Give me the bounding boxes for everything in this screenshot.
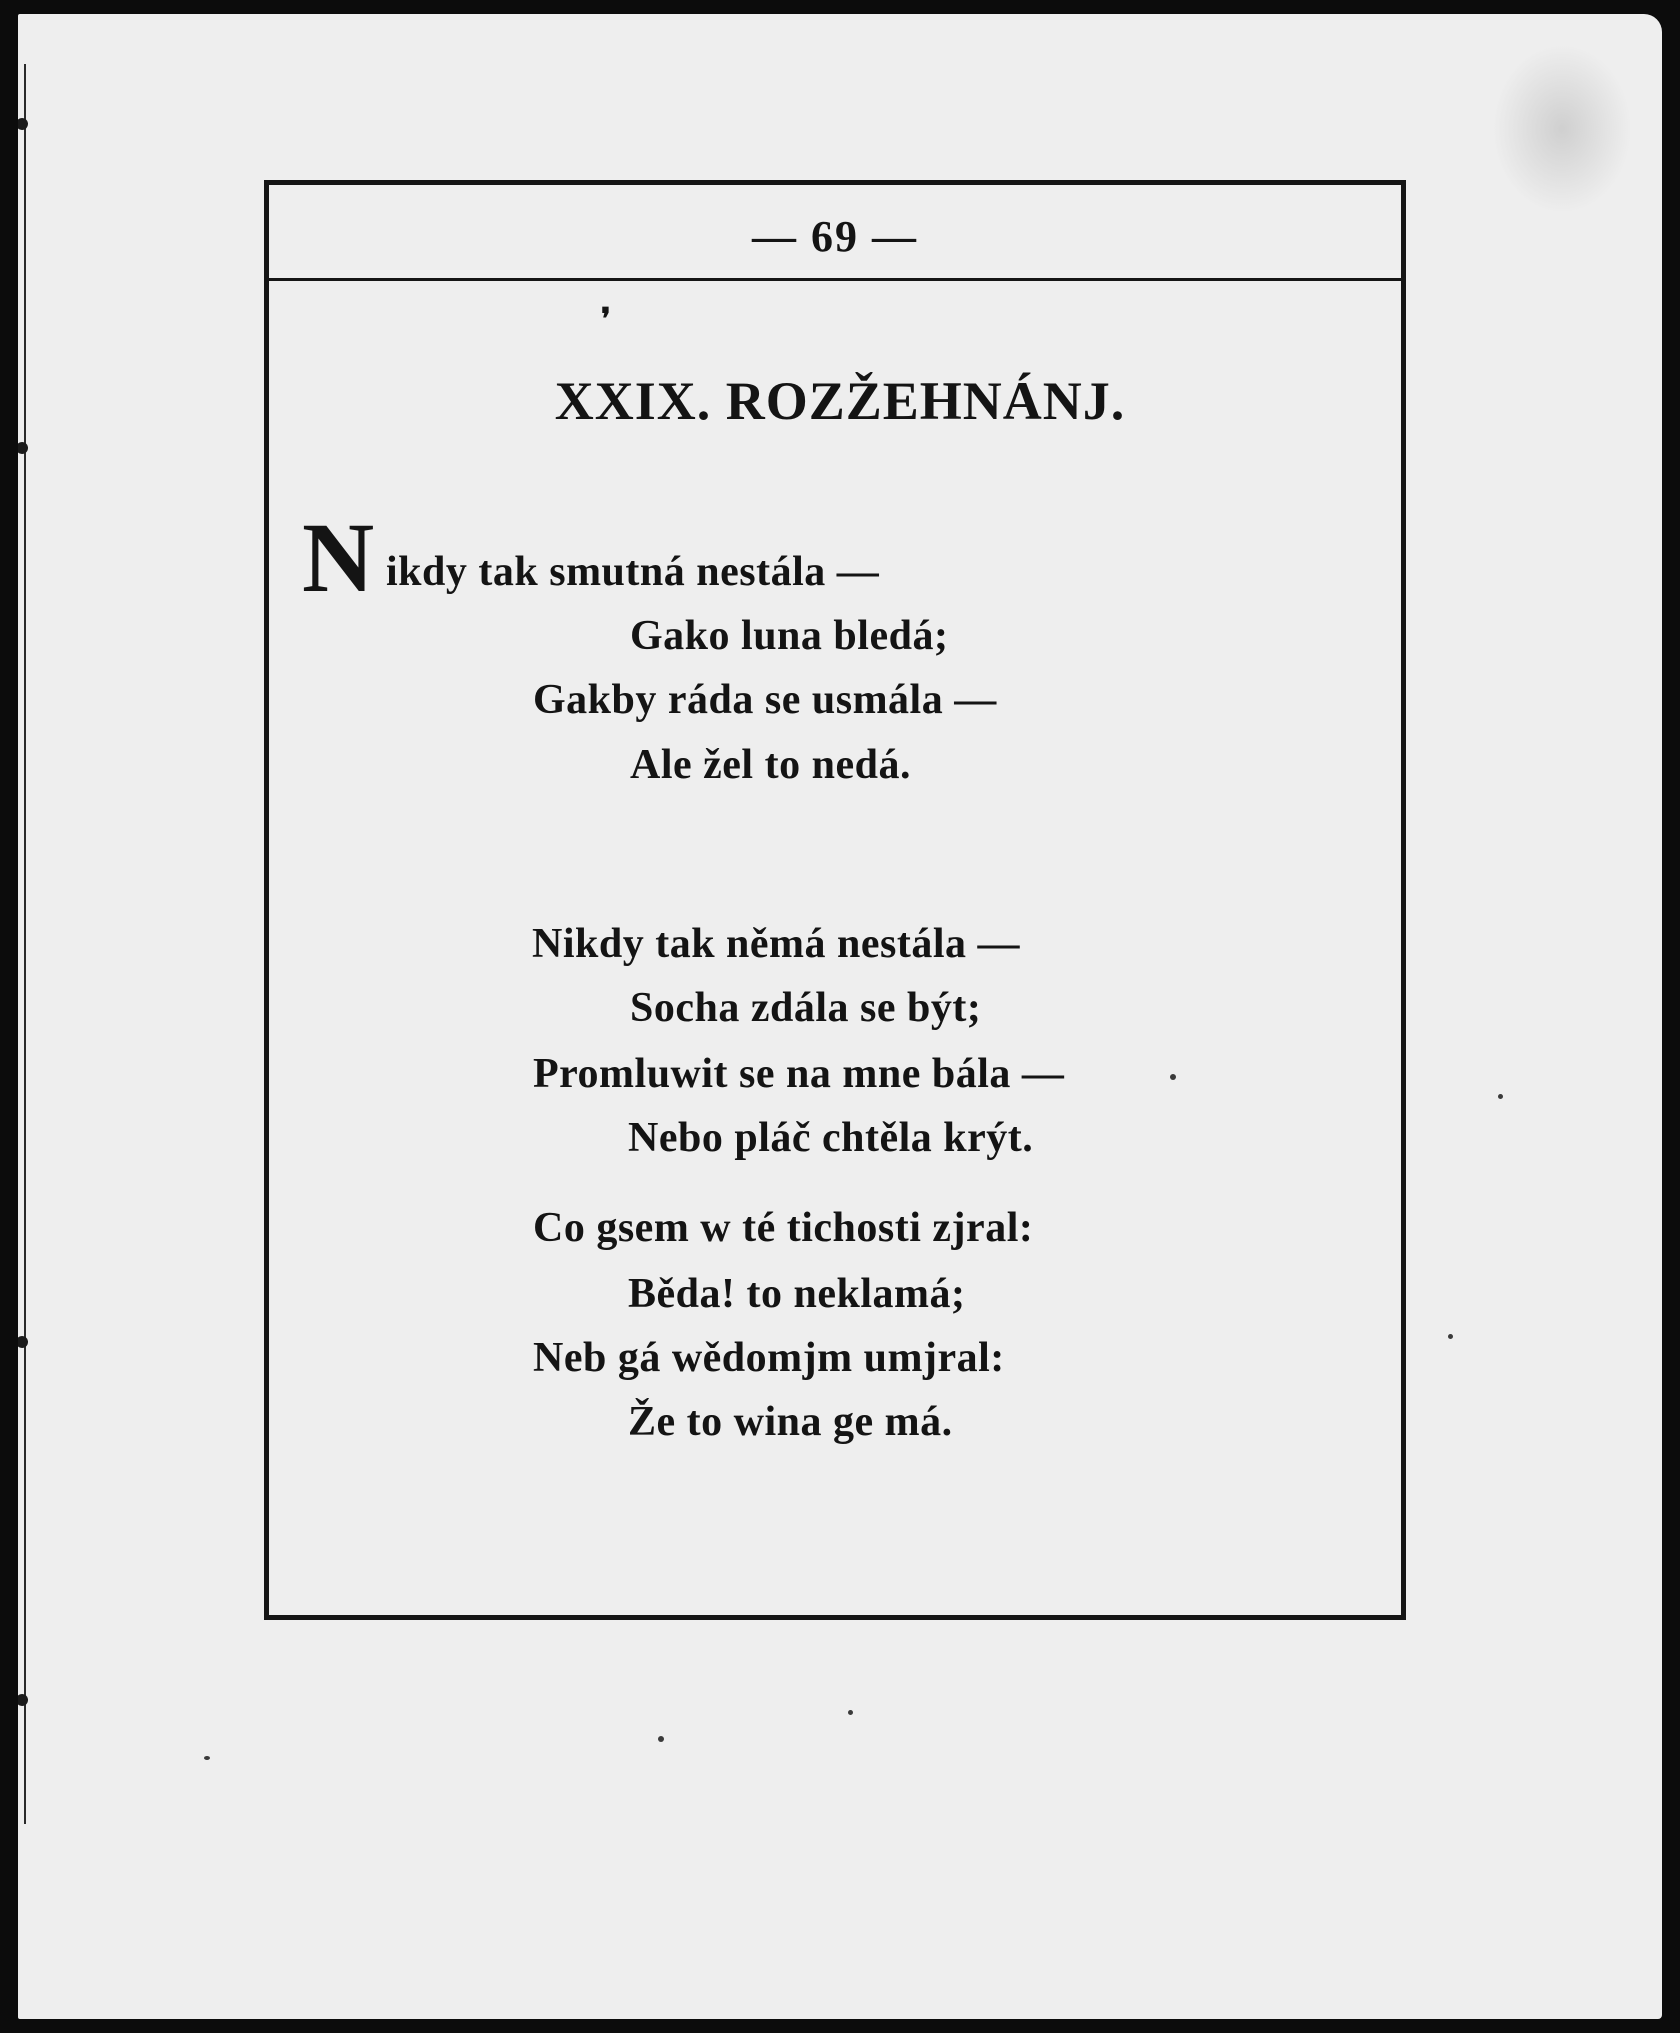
stanza-2-line-3: Promluwit se na mne bála — xyxy=(533,1051,1065,1097)
stanza-1-line-3: Gakby ráda se usmála — xyxy=(533,677,997,723)
binding-stitch xyxy=(18,1336,28,1348)
stanza-2-line-1: Nikdy tak němá nestála — xyxy=(532,921,1021,967)
speck xyxy=(1170,1074,1176,1080)
stanza-1-line-2: Gako luna bledá; xyxy=(630,613,949,659)
stanza-1-line-1: ikdy tak smutná nestála — xyxy=(386,549,880,595)
speck xyxy=(1448,1334,1453,1339)
binding-stitch xyxy=(18,442,28,454)
speck xyxy=(848,1710,853,1715)
stanza-3-line-2: Běda! to neklamá; xyxy=(628,1271,966,1317)
speck xyxy=(1498,1094,1503,1099)
stanza-3-line-4: Že to wina ge má. xyxy=(628,1399,953,1445)
page-header xyxy=(269,185,1401,281)
stanza-2-line-2: Socha zdála se být; xyxy=(630,985,982,1031)
binding-stitch xyxy=(18,118,28,130)
book-page xyxy=(18,14,1662,2019)
speck xyxy=(658,1736,664,1742)
poem-title: XXIX. ROZŽEHNÁNJ. xyxy=(554,371,1126,431)
speck xyxy=(204,1756,210,1760)
paper-stain xyxy=(1492,44,1632,214)
page-number: — 69 — xyxy=(752,212,918,261)
drop-cap: N xyxy=(302,502,375,613)
binding-edge xyxy=(24,64,26,1824)
stanza-1-line-4: Ale žel to nedá. xyxy=(630,742,911,788)
ornament-mark: ❜ xyxy=(601,303,611,336)
stanza-3-line-1: Co gsem w té tichosti zjral: xyxy=(533,1205,1034,1251)
binding-stitch xyxy=(18,1694,28,1706)
stanza-3-line-3: Neb gá wědomjm umjral: xyxy=(533,1335,1005,1381)
stanza-2-line-4: Nebo pláč chtěla krýt. xyxy=(628,1115,1034,1161)
